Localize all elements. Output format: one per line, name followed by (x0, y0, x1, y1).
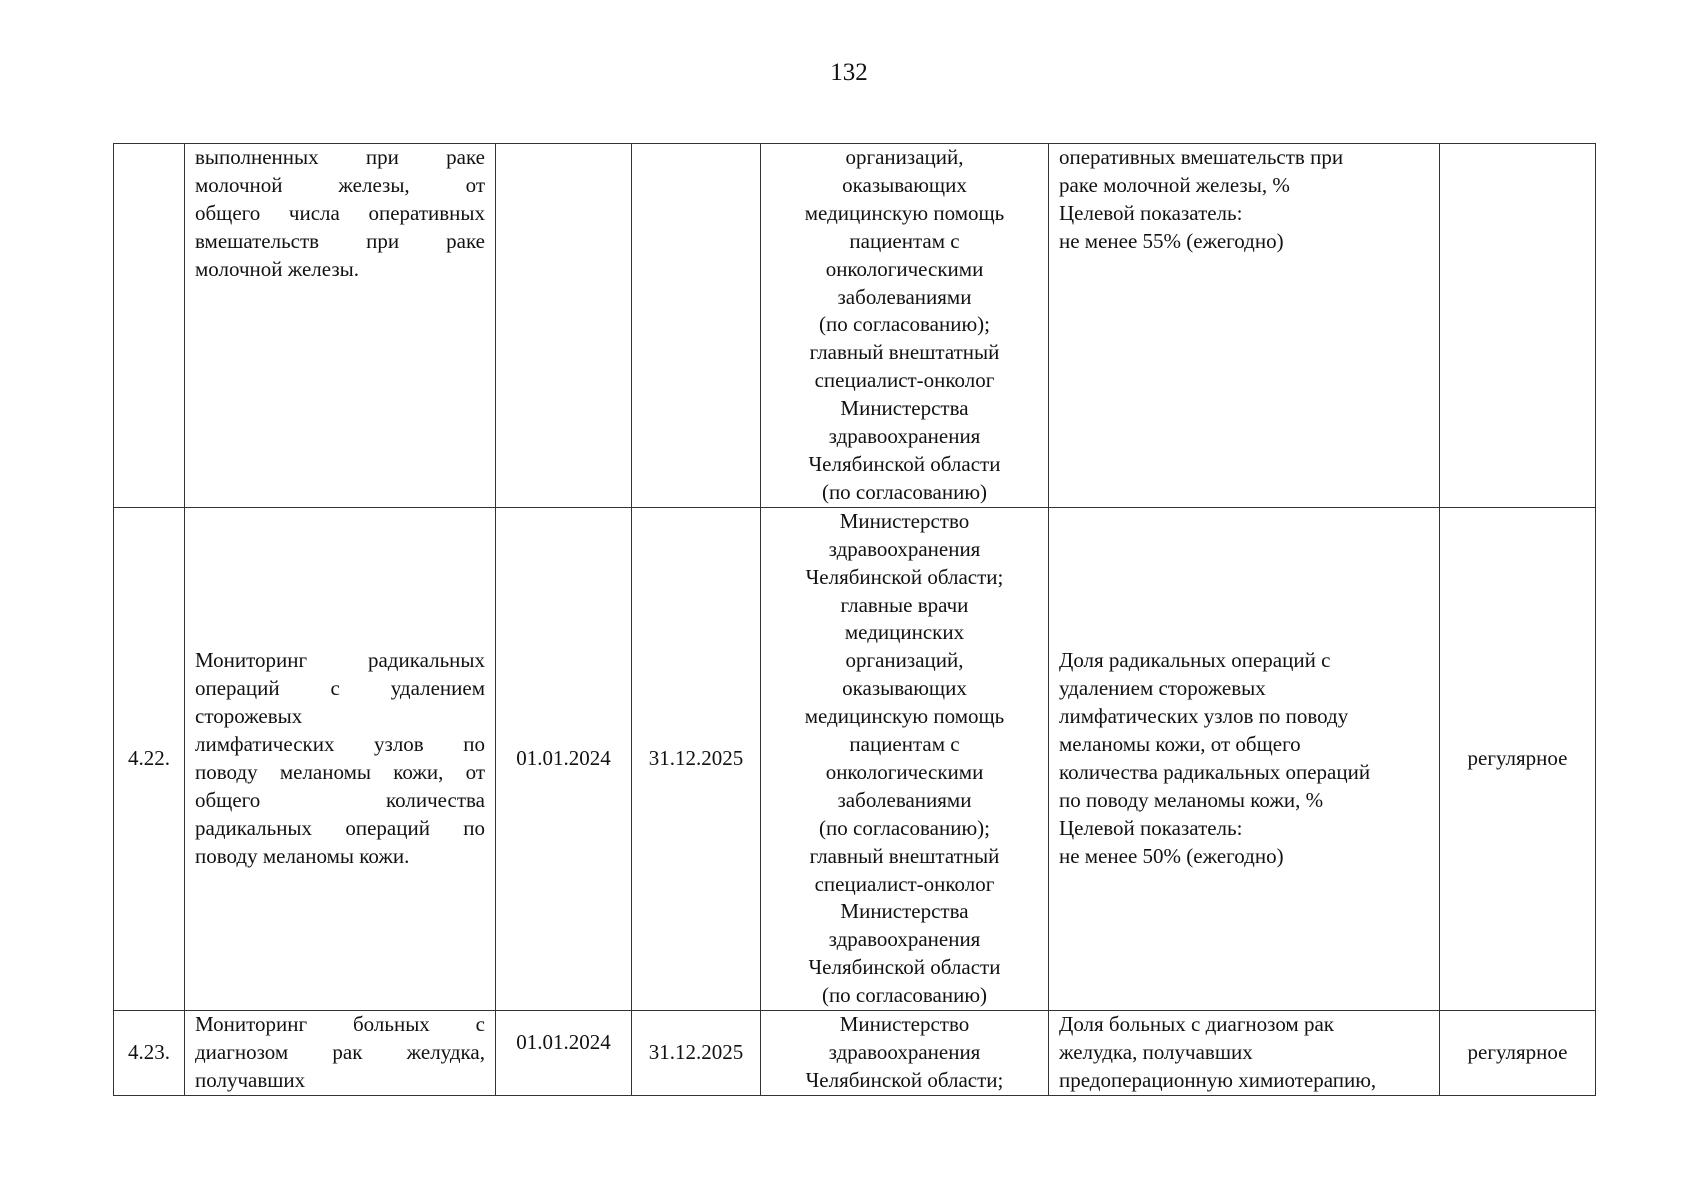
row-number: 4.22. (114, 507, 185, 1010)
indicator-text: оперативных вмешательств при раке молочной железы, % Целевой показатель: не менее 55% (ежегодно) (1059, 145, 1344, 253)
start-date: 01.01.2024 (496, 1011, 632, 1096)
activity-name-line: сторожевых (195, 704, 303, 729)
responsible-executors (761, 1011, 1049, 1096)
activity-name-line: вмешательств при раке (195, 228, 485, 253)
start-date: 01.01.2024 (496, 507, 632, 1010)
target-indicator (1049, 507, 1440, 1010)
activity-name-line: поводу меланомы кожи. (195, 843, 410, 868)
activity-name-line: лимфатических узлов по (195, 732, 485, 757)
activity-name-line: молочной железы. (195, 256, 360, 281)
target-indicator (1049, 144, 1440, 508)
activity-type: регулярное (1440, 1011, 1596, 1096)
table-row (114, 507, 1596, 1010)
target-indicator (1049, 1011, 1440, 1096)
end-date: 31.12.2025 (632, 507, 761, 1010)
indicator-text: Доля радикальных операций с удалением сторожевых лимфатических узлов по поводу меланомы кожи, от общего количества радикальных операций по поводу меланомы кожи, % Целевой показатель: не менее 50% (ежегодно) (1059, 648, 1371, 868)
responsible-executors (761, 507, 1049, 1010)
activity-plan-table (113, 143, 1596, 1096)
activity-name-line: получавших (195, 1067, 306, 1092)
activity-name-line: поводу меланомы кожи, от (195, 759, 485, 784)
activity-name-line: Мониторинг больных с (195, 1012, 485, 1037)
activity-type (1440, 144, 1596, 508)
executors-text: организаций, оказывающих медицинскую помощь пациентам с онкологическими заболеваниями (по согласованию); главный внештатный специалист-онколог Министерства здравоохранения Челябинской области (по согласованию) (804, 145, 1005, 504)
executors-text: Министерство здравоохранения Челябинской области; главные врачи медицинских организаций, оказывающих медицинскую помощь пациентам с онкологическими заболеваниями (по согласованию); главный внештатный специалист-онколог Министерства здравоохранения Челябинской области (по согласованию) (804, 508, 1005, 1008)
activity-name-line: общего числа оперативных (195, 200, 485, 225)
row-number: 4.23. (114, 1011, 185, 1096)
responsible-executors (761, 144, 1049, 508)
activity-name (185, 1011, 496, 1096)
table-row (114, 1011, 1596, 1096)
end-date: 31.12.2025 (632, 1011, 761, 1096)
activity-name (185, 144, 496, 508)
activity-name-line: общего количества (195, 787, 485, 812)
executors-text: Министерство здравоохранения Челябинской области; (805, 1012, 1004, 1092)
activity-name-line: диагнозом рак желудка, (195, 1040, 485, 1064)
activity-name-line: операций с удалением (195, 676, 485, 701)
row-number (114, 144, 185, 508)
page-number: 132 (830, 59, 868, 86)
activity-name-line: молочной железы, от (195, 172, 485, 197)
activity-name-line: радикальных операций по (195, 815, 485, 840)
start-date (496, 144, 632, 508)
activity-name-line: Мониторинг радикальных (195, 648, 485, 673)
end-date (632, 144, 761, 508)
activity-name (185, 507, 496, 1010)
table-row (114, 144, 1596, 508)
activity-type: регулярное (1440, 507, 1596, 1010)
activity-name-line: выполненных при раке (195, 145, 485, 169)
indicator-text: Доля больных с диагнозом рак желудка, получавших предоперационную химиотерапию, (1059, 1012, 1377, 1092)
